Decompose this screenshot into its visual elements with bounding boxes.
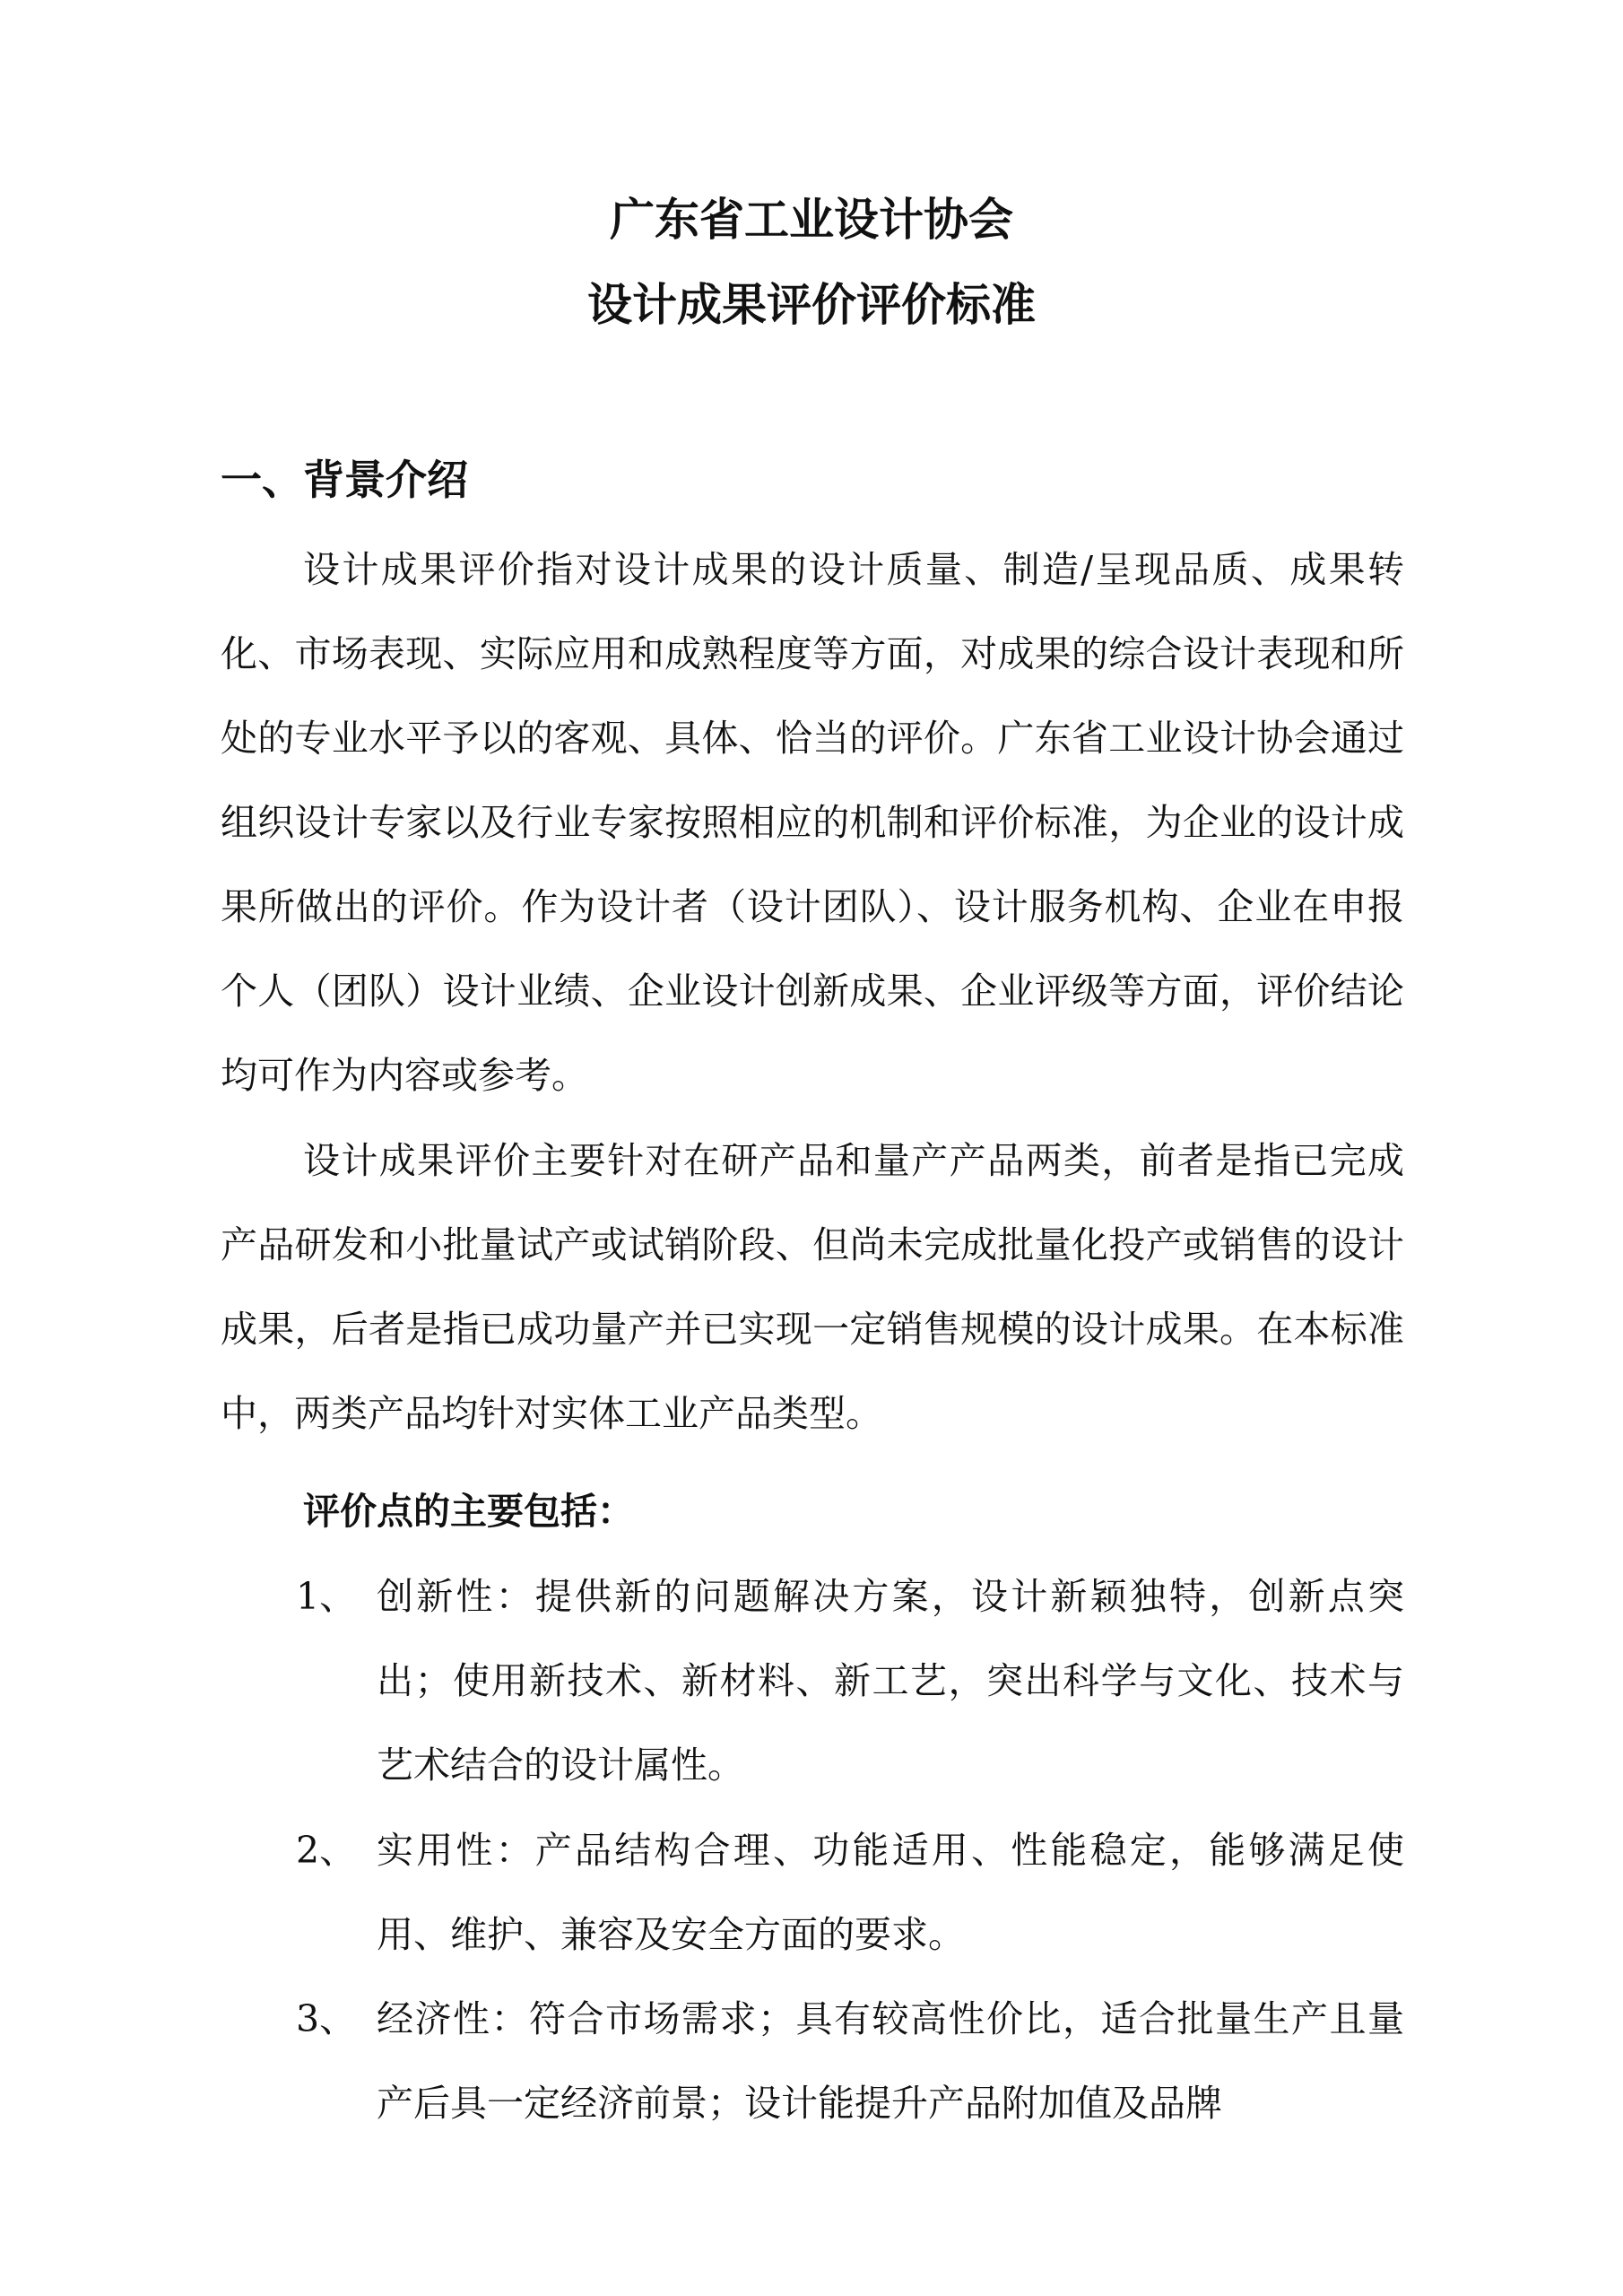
criteria-item-text: 实用性：产品结构合理、功能适用、性能稳定，能够满足使用、维护、兼容及安全方面的要求。: [377, 1829, 1404, 1956]
criteria-item-text: 经济性：符合市场需求；具有较高性价比，适合批量生产且量产后具一定经济前景；设计能提升产品附加值及品牌: [377, 1997, 1404, 2125]
criteria-heading: 评价点的主要包括：: [303, 1490, 634, 1533]
criteria-item-text: 创新性：提供新的问题解决方案，设计新颖独特，创新点突出；使用新技术、新材料、新工艺，突出科学与文化、技术与艺术结合的设计属性。: [377, 1575, 1404, 1787]
document-title-line1: 广东省工业设计协会: [610, 194, 1013, 246]
paragraph-scope: 设计成果评价主要针对在研产品和量产产品两类，前者是指已完成产品研发和小批量试产或试销阶段、但尚未完成批量化投产或销售的设计成果，后者是指已成功量产并已实现一定销售规模的设计成果。在本标准中，两类产品均针对实体工业产品类型。: [221, 1139, 1404, 1435]
criteria-item-number: 1、: [296, 1575, 357, 1618]
criteria-item-number: 2、: [296, 1829, 357, 1872]
paragraph-intro: 设计成果评价指对设计成果的设计质量、制造/呈现品质、成果转化、市场表现、实际应用和成熟程度等方面，对成果的综合设计表现和所处的专业水平予以的客观、具体、恰当的评价。广东省工业设计协会通过组织设计专家以及行业专家按照相应的机制和评价标准，为企业的设计成果所做出的评价。作为设计者（设计团队）、设计服务机构、企业在申报个人（团队）设计业绩、企业设计创新成果、企业评级等方面，评价结论均可作为内容或参考。: [221, 548, 1404, 1097]
criteria-item-number: 3、: [296, 1997, 357, 2040]
section-heading-background: 一、背景介绍: [221, 456, 468, 504]
document-title-line2: 设计成果评价评价标准: [587, 279, 1036, 331]
